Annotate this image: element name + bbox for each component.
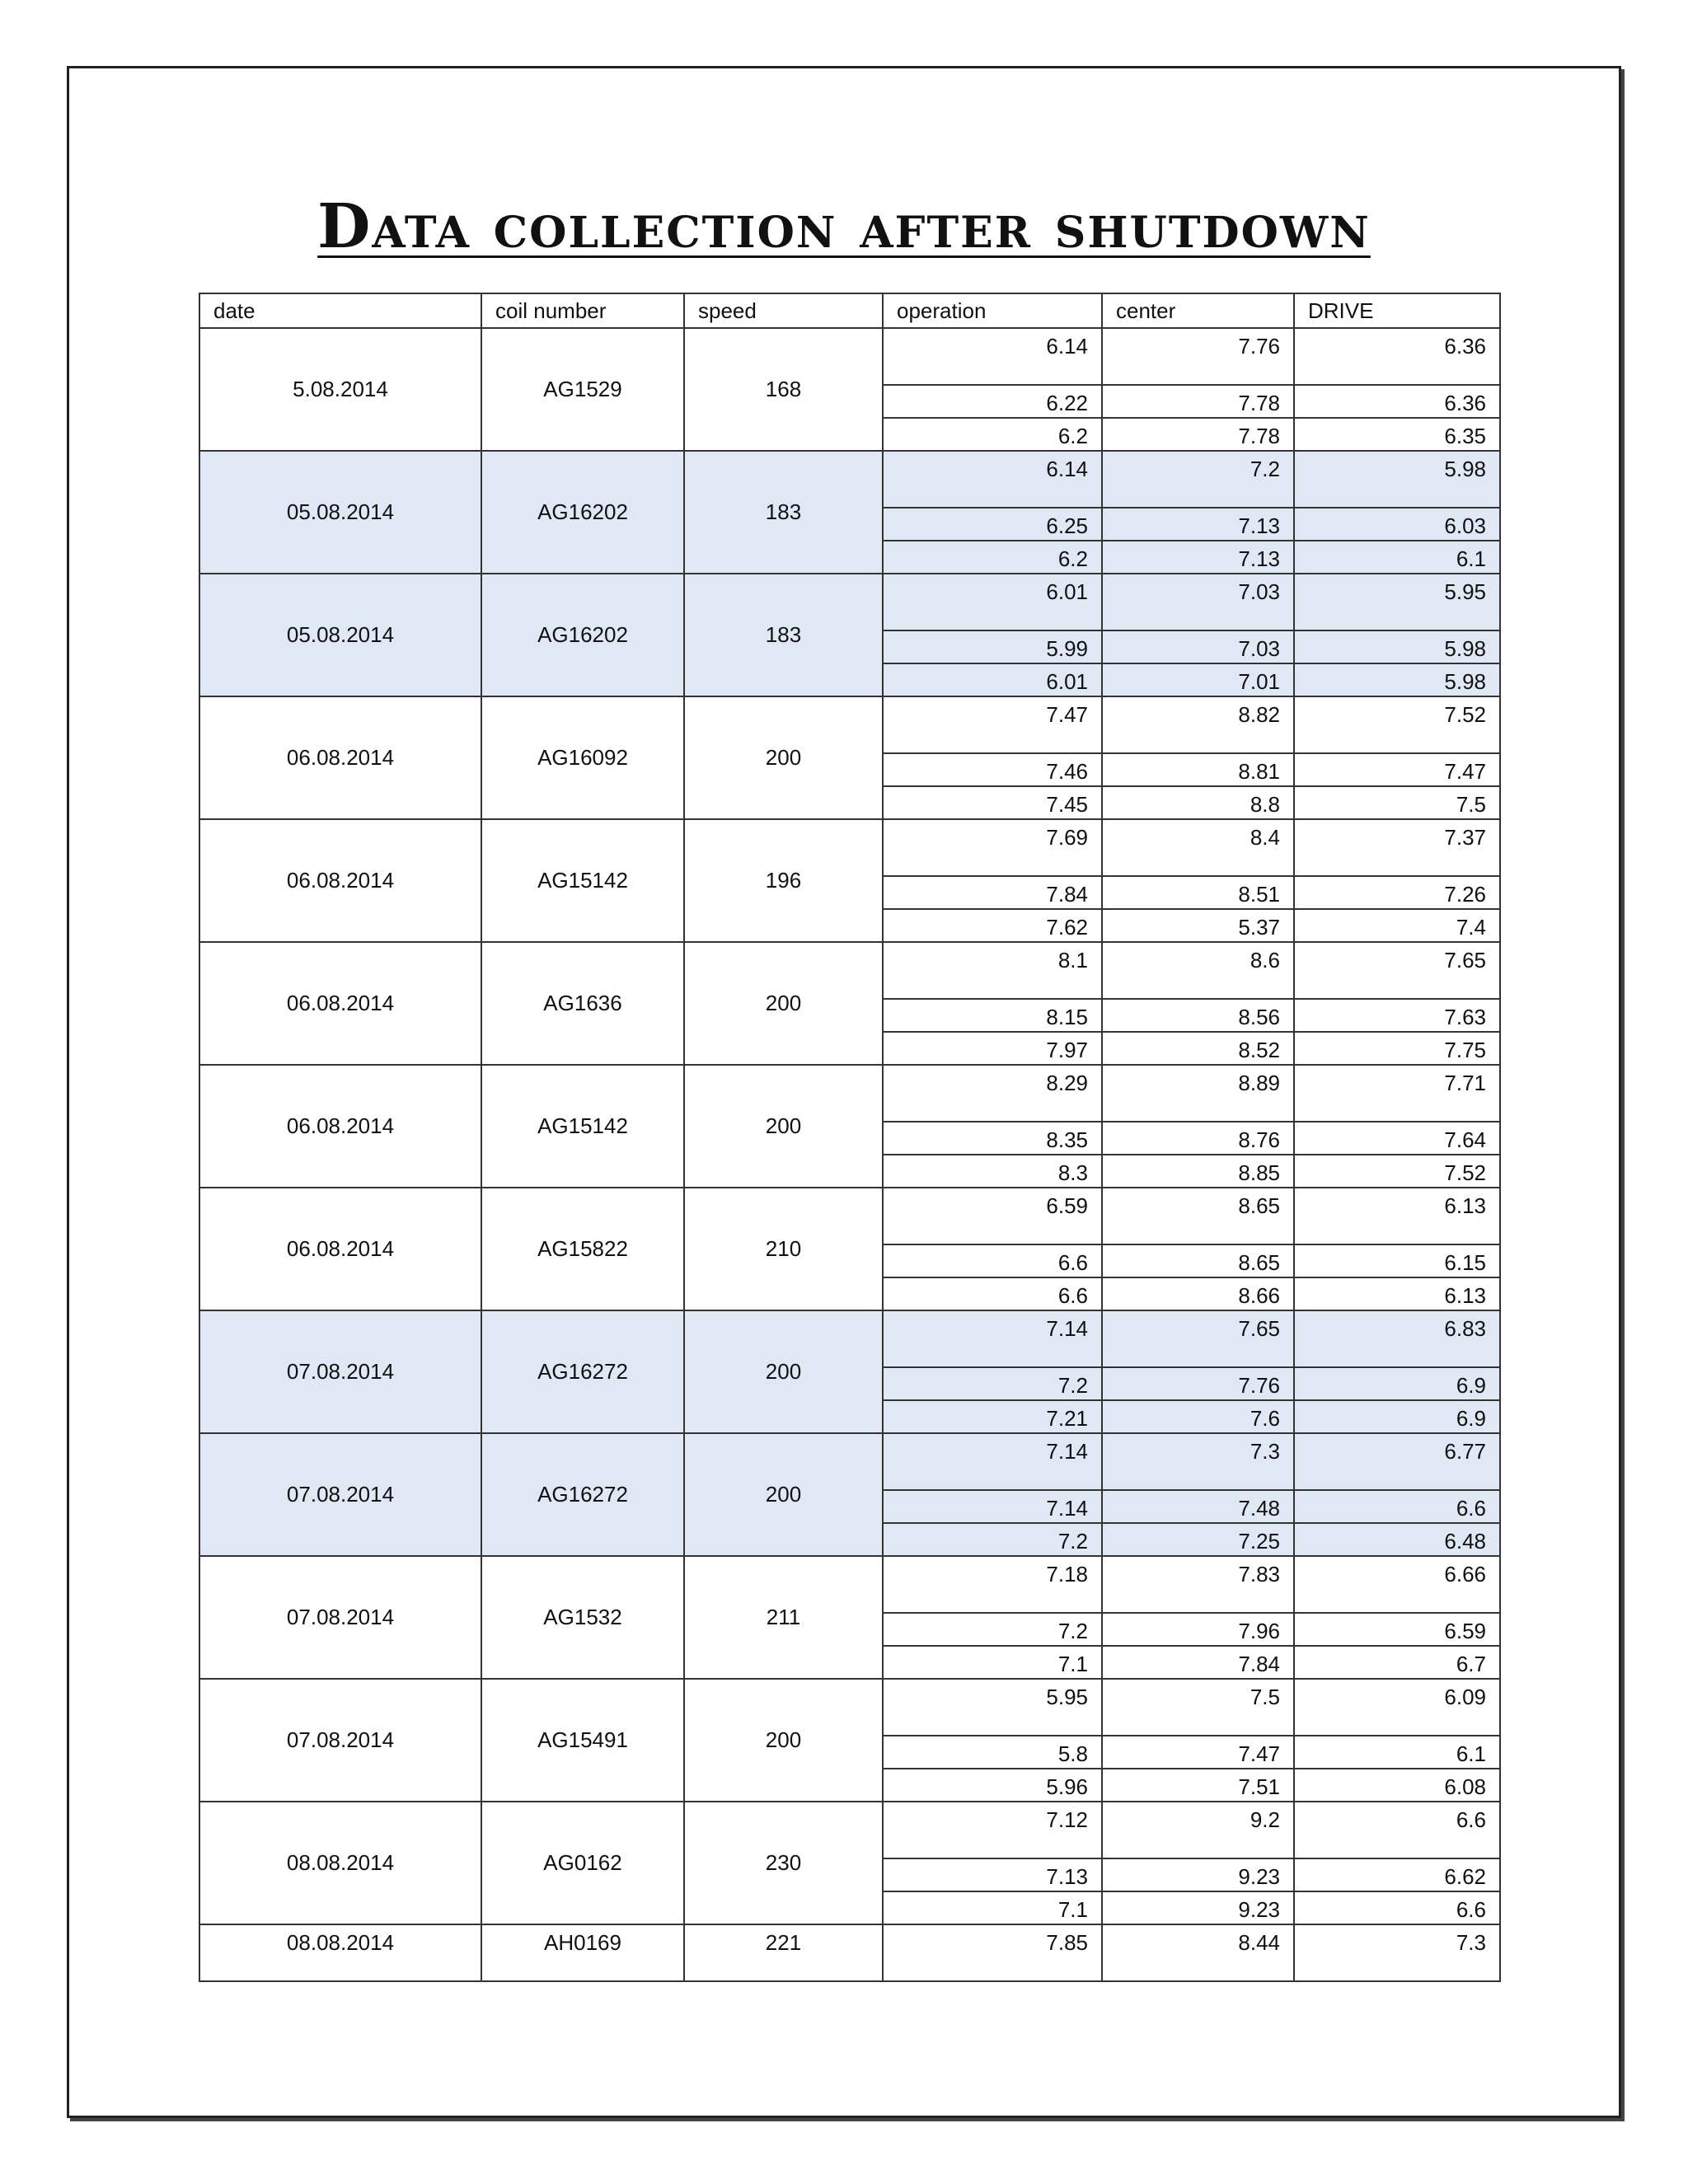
table-row <box>199 574 1500 630</box>
date-cell: 06.08.2014 <box>199 696 481 819</box>
center-cell: 8.81 <box>1102 753 1294 786</box>
drive-cell: 6.1 <box>1294 1736 1500 1769</box>
center-cell: 8.52 <box>1102 1032 1294 1065</box>
drive-cell: 6.09 <box>1294 1679 1500 1736</box>
drive-cell: 5.98 <box>1294 630 1500 663</box>
operation-cell: 7.85 <box>883 1924 1102 1981</box>
drive-cell: 6.15 <box>1294 1244 1500 1277</box>
operation-cell: 6.2 <box>883 541 1102 574</box>
center-cell: 7.47 <box>1102 1736 1294 1769</box>
speed-cell: 196 <box>684 819 883 942</box>
speed-cell: 200 <box>684 942 883 1065</box>
drive-cell: 6.36 <box>1294 385 1500 418</box>
center-cell: 8.8 <box>1102 786 1294 819</box>
operation-cell: 7.47 <box>883 696 1102 753</box>
center-cell: 8.56 <box>1102 999 1294 1032</box>
operation-cell: 8.35 <box>883 1122 1102 1155</box>
speed-cell: 200 <box>684 1433 883 1556</box>
header-coil-number: coil number <box>481 293 684 328</box>
center-cell: 7.03 <box>1102 574 1294 630</box>
drive-cell: 7.64 <box>1294 1122 1500 1155</box>
date-cell: 08.08.2014 <box>199 1802 481 1924</box>
drive-cell: 6.7 <box>1294 1646 1500 1679</box>
table-row <box>199 1802 1500 1858</box>
speed-cell: 200 <box>684 1310 883 1433</box>
page-title <box>0 191 1688 262</box>
drive-cell: 6.59 <box>1294 1613 1500 1646</box>
operation-cell: 6.22 <box>883 385 1102 418</box>
center-cell: 9.23 <box>1102 1891 1294 1924</box>
operation-cell: 7.12 <box>883 1802 1102 1858</box>
drive-cell: 7.26 <box>1294 876 1500 909</box>
center-cell: 8.44 <box>1102 1924 1294 1981</box>
operation-cell: 7.45 <box>883 786 1102 819</box>
center-cell: 7.48 <box>1102 1490 1294 1523</box>
operation-cell: 8.29 <box>883 1065 1102 1122</box>
center-cell: 8.6 <box>1102 942 1294 999</box>
operation-cell: 6.01 <box>883 663 1102 696</box>
speed-cell: 221 <box>684 1924 883 1981</box>
operation-cell: 7.14 <box>883 1490 1102 1523</box>
table-row <box>199 1556 1500 1613</box>
center-cell: 5.37 <box>1102 909 1294 942</box>
header-date: date <box>199 293 481 328</box>
operation-cell: 8.1 <box>883 942 1102 999</box>
coil-number-cell: AG16272 <box>481 1433 684 1556</box>
drive-cell: 7.52 <box>1294 696 1500 753</box>
date-cell: 06.08.2014 <box>199 942 481 1065</box>
drive-cell: 6.83 <box>1294 1310 1500 1367</box>
center-cell: 7.25 <box>1102 1523 1294 1556</box>
operation-cell: 6.6 <box>883 1244 1102 1277</box>
operation-cell: 6.14 <box>883 328 1102 385</box>
operation-cell: 6.59 <box>883 1188 1102 1244</box>
table-row <box>199 1065 1500 1122</box>
header-center: center <box>1102 293 1294 328</box>
operation-cell: 7.1 <box>883 1646 1102 1679</box>
center-cell: 8.85 <box>1102 1155 1294 1188</box>
coil-number-cell: AG0162 <box>481 1802 684 1924</box>
date-cell: 05.08.2014 <box>199 451 481 574</box>
operation-cell: 7.2 <box>883 1367 1102 1400</box>
coil-number-cell: AG1532 <box>481 1556 684 1679</box>
date-cell: 06.08.2014 <box>199 819 481 942</box>
date-cell: 08.08.2014 <box>199 1924 481 1981</box>
date-cell: 07.08.2014 <box>199 1433 481 1556</box>
operation-cell: 6.6 <box>883 1277 1102 1310</box>
date-cell: 07.08.2014 <box>199 1556 481 1679</box>
drive-cell: 6.13 <box>1294 1188 1500 1244</box>
table-row <box>199 1310 1500 1367</box>
date-cell: 07.08.2014 <box>199 1310 481 1433</box>
table-row <box>199 328 1500 385</box>
drive-cell: 7.47 <box>1294 753 1500 786</box>
operation-cell: 7.97 <box>883 1032 1102 1065</box>
center-cell: 7.84 <box>1102 1646 1294 1679</box>
operation-cell: 7.62 <box>883 909 1102 942</box>
drive-cell: 7.37 <box>1294 819 1500 876</box>
drive-cell: 7.65 <box>1294 942 1500 999</box>
drive-cell: 7.52 <box>1294 1155 1500 1188</box>
drive-cell: 6.9 <box>1294 1367 1500 1400</box>
operation-cell: 5.95 <box>883 1679 1102 1736</box>
center-cell: 8.65 <box>1102 1188 1294 1244</box>
drive-cell: 5.98 <box>1294 663 1500 696</box>
operation-cell: 7.14 <box>883 1433 1102 1490</box>
drive-cell: 7.71 <box>1294 1065 1500 1122</box>
center-cell: 7.83 <box>1102 1556 1294 1613</box>
center-cell: 7.76 <box>1102 1367 1294 1400</box>
coil-number-cell: AG1529 <box>481 328 684 451</box>
coil-number-cell: AG16202 <box>481 574 684 696</box>
speed-cell: 210 <box>684 1188 883 1310</box>
date-cell: 05.08.2014 <box>199 574 481 696</box>
drive-cell: 6.1 <box>1294 541 1500 574</box>
coil-number-cell: AG15822 <box>481 1188 684 1310</box>
operation-cell: 6.2 <box>883 418 1102 451</box>
drive-cell: 6.62 <box>1294 1858 1500 1891</box>
table-row <box>199 696 1500 753</box>
operation-cell: 7.69 <box>883 819 1102 876</box>
speed-cell: 200 <box>684 696 883 819</box>
operation-cell: 7.2 <box>883 1613 1102 1646</box>
drive-cell: 7.75 <box>1294 1032 1500 1065</box>
operation-cell: 8.15 <box>883 999 1102 1032</box>
speed-cell: 200 <box>684 1679 883 1802</box>
drive-cell: 6.6 <box>1294 1891 1500 1924</box>
coil-number-cell: AG15142 <box>481 1065 684 1188</box>
center-cell: 9.23 <box>1102 1858 1294 1891</box>
date-cell: 06.08.2014 <box>199 1188 481 1310</box>
drive-cell: 7.63 <box>1294 999 1500 1032</box>
table-body <box>199 328 1500 1981</box>
center-cell: 7.96 <box>1102 1613 1294 1646</box>
drive-cell: 6.13 <box>1294 1277 1500 1310</box>
header-speed: speed <box>684 293 883 328</box>
drive-cell: 5.98 <box>1294 451 1500 508</box>
drive-cell: 5.95 <box>1294 574 1500 630</box>
page-title-text: Data collection after shutdown <box>317 191 1371 262</box>
operation-cell: 7.2 <box>883 1523 1102 1556</box>
center-cell: 7.65 <box>1102 1310 1294 1367</box>
center-cell: 7.3 <box>1102 1433 1294 1490</box>
drive-cell: 6.03 <box>1294 508 1500 541</box>
operation-cell: 6.14 <box>883 451 1102 508</box>
operation-cell: 7.14 <box>883 1310 1102 1367</box>
drive-cell: 6.9 <box>1294 1400 1500 1433</box>
speed-cell: 183 <box>684 574 883 696</box>
drive-cell: 7.4 <box>1294 909 1500 942</box>
drive-cell: 7.3 <box>1294 1924 1500 1981</box>
operation-cell: 8.3 <box>883 1155 1102 1188</box>
drive-cell: 6.66 <box>1294 1556 1500 1613</box>
center-cell: 7.01 <box>1102 663 1294 696</box>
center-cell: 8.66 <box>1102 1277 1294 1310</box>
drive-cell: 6.6 <box>1294 1802 1500 1858</box>
center-cell: 7.03 <box>1102 630 1294 663</box>
coil-number-cell: AH0169 <box>481 1924 684 1981</box>
drive-cell: 6.35 <box>1294 418 1500 451</box>
data-table <box>199 293 1501 1982</box>
coil-number-cell: AG16272 <box>481 1310 684 1433</box>
center-cell: 7.6 <box>1102 1400 1294 1433</box>
center-cell: 8.76 <box>1102 1122 1294 1155</box>
table-row <box>199 942 1500 999</box>
center-cell: 7.5 <box>1102 1679 1294 1736</box>
date-cell: 07.08.2014 <box>199 1679 481 1802</box>
table-row <box>199 1188 1500 1244</box>
drive-cell: 7.5 <box>1294 786 1500 819</box>
drive-cell: 6.48 <box>1294 1523 1500 1556</box>
center-cell: 8.51 <box>1102 876 1294 909</box>
operation-cell: 6.01 <box>883 574 1102 630</box>
coil-number-cell: AG15491 <box>481 1679 684 1802</box>
table-row <box>199 1924 1500 1981</box>
center-cell: 7.2 <box>1102 451 1294 508</box>
operation-cell: 7.21 <box>883 1400 1102 1433</box>
center-cell: 7.13 <box>1102 541 1294 574</box>
table-header-row <box>199 293 1500 328</box>
speed-cell: 211 <box>684 1556 883 1679</box>
center-cell: 8.82 <box>1102 696 1294 753</box>
drive-cell: 6.77 <box>1294 1433 1500 1490</box>
table-row <box>199 1433 1500 1490</box>
center-cell: 8.4 <box>1102 819 1294 876</box>
speed-cell: 183 <box>684 451 883 574</box>
operation-cell: 7.13 <box>883 1858 1102 1891</box>
speed-cell: 200 <box>684 1065 883 1188</box>
center-cell: 8.65 <box>1102 1244 1294 1277</box>
center-cell: 7.78 <box>1102 418 1294 451</box>
drive-cell: 6.36 <box>1294 328 1500 385</box>
center-cell: 7.76 <box>1102 328 1294 385</box>
header-drive: DRIVE <box>1294 293 1500 328</box>
date-cell: 5.08.2014 <box>199 328 481 451</box>
coil-number-cell: AG16092 <box>481 696 684 819</box>
coil-number-cell: AG16202 <box>481 451 684 574</box>
table-row <box>199 451 1500 508</box>
operation-cell: 7.84 <box>883 876 1102 909</box>
center-cell: 9.2 <box>1102 1802 1294 1858</box>
operation-cell: 5.99 <box>883 630 1102 663</box>
speed-cell: 230 <box>684 1802 883 1924</box>
center-cell: 7.13 <box>1102 508 1294 541</box>
operation-cell: 5.8 <box>883 1736 1102 1769</box>
coil-number-cell: AG1636 <box>481 942 684 1065</box>
speed-cell: 168 <box>684 328 883 451</box>
center-cell: 8.89 <box>1102 1065 1294 1122</box>
table-row <box>199 819 1500 876</box>
drive-cell: 6.6 <box>1294 1490 1500 1523</box>
header-operation: operation <box>883 293 1102 328</box>
date-cell: 06.08.2014 <box>199 1065 481 1188</box>
table-row <box>199 1679 1500 1736</box>
center-cell: 7.51 <box>1102 1769 1294 1802</box>
operation-cell: 6.25 <box>883 508 1102 541</box>
center-cell: 7.78 <box>1102 385 1294 418</box>
operation-cell: 7.46 <box>883 753 1102 786</box>
coil-number-cell: AG15142 <box>481 819 684 942</box>
operation-cell: 7.1 <box>883 1891 1102 1924</box>
drive-cell: 6.08 <box>1294 1769 1500 1802</box>
operation-cell: 7.18 <box>883 1556 1102 1613</box>
operation-cell: 5.96 <box>883 1769 1102 1802</box>
